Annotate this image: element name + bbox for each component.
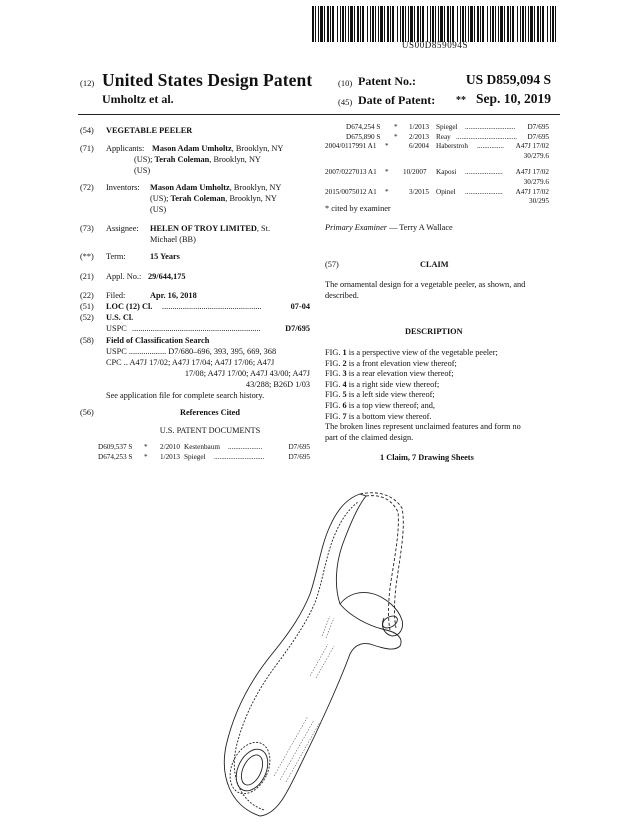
barcode-bar	[510, 6, 511, 42]
barcode-bar	[430, 6, 431, 42]
barcode-bar	[384, 6, 385, 42]
barcode-bar	[450, 6, 451, 42]
barcode-bar	[340, 6, 341, 42]
ref-subclass: 30/279.6	[523, 177, 549, 186]
broken-lines-note: The broken lines represent unclaimed features and form no part of the claimed design.	[325, 422, 521, 442]
barcode-bar	[312, 6, 314, 42]
barcode-bar	[367, 6, 368, 42]
barcode-bar	[462, 6, 464, 42]
barcode-bar	[420, 6, 421, 42]
barcode-bar	[470, 6, 473, 42]
type-code: (12)	[80, 78, 95, 88]
hanging-hole	[230, 744, 274, 796]
barcode	[312, 6, 558, 42]
table-row: D674,253 S * 1/2013 Spiegel ............................ D7/695	[98, 452, 310, 461]
barcode-bar	[528, 6, 529, 42]
barcode-bar	[357, 6, 359, 42]
barcode-bar	[542, 6, 544, 42]
barcode-bar	[390, 6, 391, 42]
barcode-bar	[520, 6, 521, 42]
ref-subclass: 30/279.6	[523, 151, 549, 160]
barcode-bar	[348, 6, 349, 42]
barcode-bar	[400, 6, 401, 42]
barcode-bar	[452, 6, 454, 42]
barcode-bar	[534, 6, 535, 42]
barcode-bar	[438, 6, 439, 42]
claim-text: The ornamental design for a vegetable peeler, as shown, and described.	[325, 280, 526, 300]
claim-code: (57)	[325, 260, 339, 269]
barcode-bar	[435, 6, 436, 42]
examiner-line	[325, 222, 453, 233]
barcode-bar	[417, 6, 419, 42]
table-row: D674,254 S * 1/2013 Spiegel ............................ D7/695	[346, 123, 549, 131]
date-code: (45)	[338, 97, 353, 107]
barcode-bar	[480, 6, 481, 42]
barcode-bar	[392, 6, 394, 42]
peeler-outline	[224, 494, 401, 816]
examiner-dash: —	[389, 223, 398, 232]
figure-list	[325, 348, 557, 443]
barcode-bar	[444, 6, 445, 42]
barcode-bar	[315, 6, 316, 42]
list-item: FIG. 5 is a left side view thereof;	[325, 390, 435, 400]
list-item: FIG. 1 is a perspective view of the vegetable peeler;	[325, 348, 498, 357]
barcode-bar	[537, 6, 539, 42]
patent-date: Sep. 10, 2019	[475, 91, 551, 106]
barcode-bar	[337, 6, 338, 42]
table-row: D675,890 S * 2/2013 Reay .................................. D7/695	[346, 132, 549, 141]
barcode-bar	[525, 6, 526, 42]
barcode-bar	[324, 6, 325, 42]
barcode-bar	[427, 6, 428, 42]
list-item: FIG. 2 is a front elevation view thereof;	[325, 358, 457, 368]
barcode-bar	[490, 6, 491, 42]
examiner-label: Primary Examiner	[325, 223, 387, 232]
barcode-bar	[402, 6, 404, 42]
barcode-bar	[432, 6, 434, 42]
barcode-bar	[477, 6, 479, 42]
barcode-bar	[320, 6, 323, 42]
barcode-bar	[522, 6, 524, 42]
examiner-name: Terry A Wallace	[399, 223, 453, 232]
barcode-bar	[540, 6, 541, 42]
barcode-bar	[507, 6, 509, 42]
date-marker: **	[456, 95, 466, 106]
barcode-bar	[555, 6, 556, 42]
barcode-bar	[460, 6, 461, 42]
field-search: (58) Field of Classification Search USPC .................. D7/680–696, 393, 395, 669, 368 CPC .. A47J 17/02; A47J 17/04; A47J 17/06; A47J 17/08; A47J 17/00; A47J 43/00; A47J 43/288; B26D 1/03 See application file for complete search history.	[80, 336, 310, 400]
barcode-bar	[342, 6, 344, 42]
peeler-inner-edge	[234, 502, 358, 810]
barcode-bar	[495, 6, 496, 42]
list-item: FIG. 7 is a bottom view thereof.	[325, 411, 432, 421]
barcode-bar	[370, 6, 371, 42]
barcode-bar	[397, 6, 398, 42]
barcode-bar	[547, 6, 548, 42]
barcode-bar	[410, 6, 413, 42]
peeler-prong	[340, 592, 403, 636]
barcode-bar	[468, 6, 469, 42]
us-docs-table	[98, 443, 310, 462]
peeler-blade	[360, 493, 403, 628]
barcode-number: US00D859094S	[401, 40, 469, 50]
barcode-bar	[487, 6, 488, 42]
cited-note: * cited by examiner	[325, 204, 391, 213]
peeler-blade-edge	[366, 496, 398, 630]
header-rule	[78, 114, 560, 115]
barcode-bar	[422, 6, 424, 42]
inventor-short: Umholtz et al.	[102, 92, 174, 106]
table-row: 2004/0117991 A1 * 6/2004 Haberstroh ............... A47J 17/02	[325, 142, 549, 151]
barcode-bar	[504, 6, 505, 42]
barcode-bar	[375, 6, 376, 42]
list-item: FIG. 6 is a top view thereof; and,	[325, 400, 435, 410]
barcode-bar	[408, 6, 409, 42]
barcode-bar	[414, 6, 415, 42]
barcode-bar	[360, 6, 361, 42]
list-item: FIG. 3 is a rear elevation view thereof;	[325, 369, 454, 379]
barcode-bar	[552, 6, 554, 42]
more-refs-table	[325, 123, 549, 207]
barcode-bar	[378, 6, 379, 42]
barcode-bar	[318, 6, 319, 42]
ref-subclass: 30/295	[529, 197, 549, 206]
barcode-bar	[550, 6, 551, 42]
claims-summary: 1 Claim, 7 Drawing Sheets	[380, 453, 474, 462]
barcode-bar	[447, 6, 449, 42]
patent-no-code: (10)	[338, 78, 353, 88]
barcode-bar	[498, 6, 499, 42]
barcode-bar	[405, 6, 406, 42]
barcode-bar	[500, 6, 503, 42]
barcode-bar	[332, 6, 334, 42]
table-row: D609,537 S * 2/2010 Kestenbaum ................... D7/695	[98, 443, 310, 451]
barcode-bar	[350, 6, 353, 42]
barcode-bar	[354, 6, 355, 42]
document-title: United States Design Patent	[102, 70, 313, 90]
list-item: FIG. 4 is a right side view thereof;	[325, 379, 440, 389]
barcode-bar	[517, 6, 518, 42]
patent-number: US D859,094 S	[465, 72, 551, 87]
barcode-bar	[345, 6, 346, 42]
table-row: 2015/0075012 A1 * 3/2015 Opinel ..................... A47J 17/02	[325, 187, 549, 196]
barcode-bar	[482, 6, 484, 42]
barcode-bar	[457, 6, 458, 42]
barcode-bar	[492, 6, 494, 42]
claim-heading: CLAIM	[420, 260, 449, 269]
barcode-bar	[387, 6, 389, 42]
barcode-bar	[372, 6, 374, 42]
barcode-bar	[465, 6, 466, 42]
barcode-bar	[330, 6, 331, 42]
barcode-bar	[530, 6, 533, 42]
barcode-bar	[362, 6, 364, 42]
barcode-bar	[512, 6, 514, 42]
barcode-bar	[380, 6, 383, 42]
date-label: Date of Patent:	[358, 93, 436, 107]
description-heading: DESCRIPTION	[405, 327, 463, 336]
invention-title: VEGETABLE PEELER	[106, 126, 193, 135]
patent-no-label: Patent No.:	[358, 74, 416, 88]
peeler-drawing	[190, 476, 430, 821]
barcode-bar	[327, 6, 329, 42]
barcode-bar	[440, 6, 443, 42]
barcode-bar	[474, 6, 475, 42]
table-row: 2007/0227013 A1 * 10/2007 Kaposi ..................... A47J 17/02	[325, 168, 549, 177]
